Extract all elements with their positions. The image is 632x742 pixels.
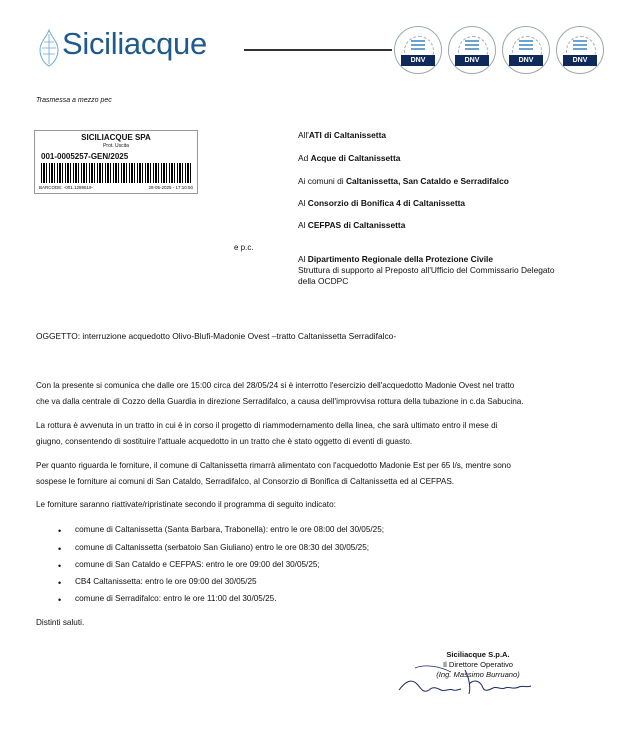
header-divider xyxy=(244,49,392,51)
paragraph: Per quanto riguarda le forniture, il comune di Caltanissetta rimarrà alimentato con l'acquedotto Madonie Est per 65 l/s, mentre sono sospese le forniture ai comuni di San Cataldo, Serradifalco, al Consorzio di Bonifica di Caltanissetta ed al CEFPAS. xyxy=(36,461,511,486)
stamp-datetime: 28-05-2025 - 17:10:50 xyxy=(148,185,193,190)
recipient-detail: della OCDPC xyxy=(298,276,349,286)
paragraph: La rottura è avvenuta in un tratto in cui è in corso il progetto di riammodernamento della linea, che sarà ultimato entro il mese di giugno, consentendo di sostituire l'attuale acquedotto in un tratto che è stato oggetto di eventi di guasto. xyxy=(36,421,498,446)
stamp-company: SICILIACQUE SPA xyxy=(81,133,151,142)
transmission-note: Trasmessa a mezzo pec xyxy=(36,97,112,104)
subject-line: OGGETTO: interruzione acquedotto Olivo-Blufi-Madonie Ovest –tratto Caltanissetta Serradifalco- xyxy=(36,331,397,341)
cc-label: e p.c. xyxy=(234,243,254,252)
stamp-type: Prot. Uscita xyxy=(103,143,129,149)
certification-badge: DNV xyxy=(502,26,550,74)
certification-badge: DNV xyxy=(556,26,604,74)
handwritten-signature xyxy=(395,660,535,702)
water-drop-logo-icon xyxy=(36,28,62,68)
paragraph: Le forniture saranno riattivate/ripristinate secondo il programma di seguito indicato: xyxy=(36,500,336,509)
logo-text: Siciliacque xyxy=(62,26,207,61)
recipient-detail: Struttura di supporto al Preposto all'Ufficio del Commissario Delegato xyxy=(298,265,555,275)
recipient: Ad Acque di Caltanissetta xyxy=(298,153,401,163)
closing: Distinti saluti. xyxy=(36,618,85,627)
barcode xyxy=(41,163,191,183)
signature-name: (Ing. Massimo Burruano) xyxy=(436,670,520,679)
recipient: All'ATI di Caltanissetta xyxy=(298,130,387,140)
recipient: Al Dipartimento Regionale della Protezione Civile xyxy=(298,254,494,264)
recipient: Ai comuni di Caltanissetta, San Cataldo e Serradifalco xyxy=(298,176,509,186)
barcode-label: BARCODE: -001.1289519- xyxy=(39,185,94,190)
recipient: Al Consorzio di Bonifica 4 di Caltanissetta xyxy=(298,198,466,208)
certification-badge: . DNV xyxy=(394,26,442,74)
signature-company: Siciliacque S.p.A. xyxy=(446,650,510,659)
certification-badge: DNV xyxy=(448,26,496,74)
stamp-number: 001-0005257-GEN/2025 xyxy=(41,152,129,161)
protocol-stamp xyxy=(34,130,198,194)
recipient: Al CEFPAS di Caltanissetta xyxy=(298,220,406,230)
signature-role: Il Direttore Operativo xyxy=(442,660,514,669)
paragraph: Con la presente si comunica che dalle ore 15:00 circa del 28/05/24 si è interrotto l'esercizio dell'acquedotto Madonie Ovest nel tratto che va dalla centrale di Cozzo della Guardia in direzione Serradifalco, a causa dell'improvvisa rottura della tubazione in c.da Sabucina. xyxy=(36,381,524,406)
